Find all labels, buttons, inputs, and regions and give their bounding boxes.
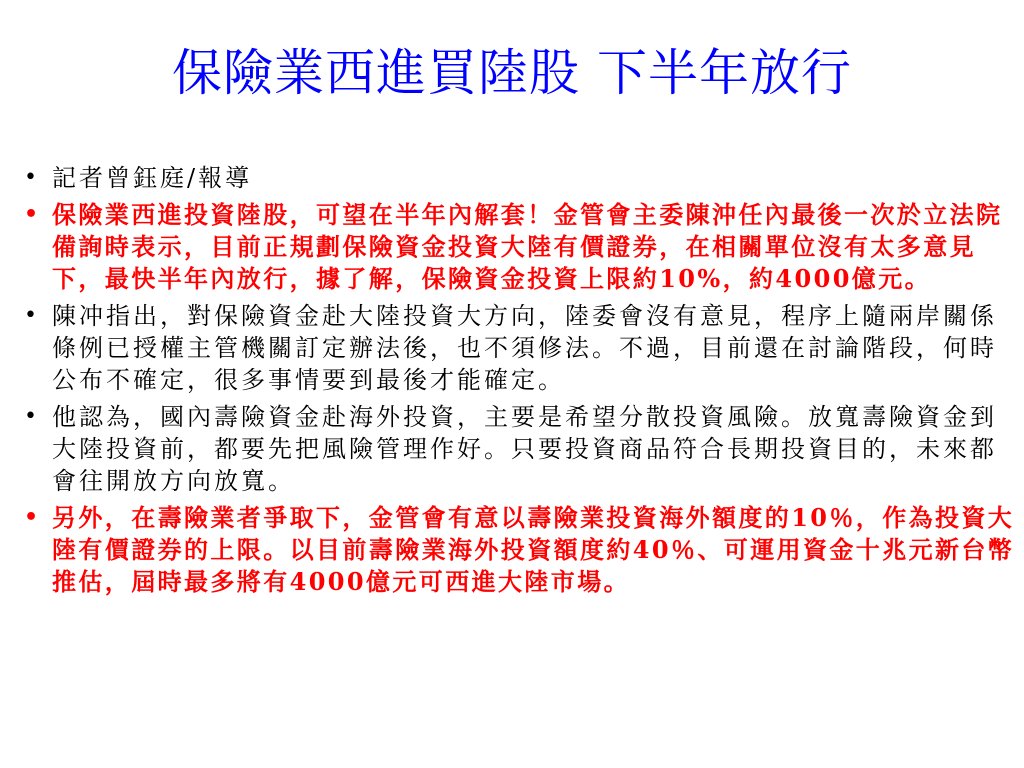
bullet-text: 記者曾鈺庭/報導: [52, 164, 253, 192]
bullet-text: 他認為，國內壽險資金赴海外投資，主要是希望分散投資風險。放寬壽險資金到大陸投資前，都要先把風險管理作好。只要投資商品符合長期投資目的，未來都會往開放方向放寬。: [52, 403, 997, 495]
bullet-text: 另外，在壽險業者爭取下，金管會有意以壽險業投資海外額度的10％，作為投資大陸有價證券的上限。以目前壽險業海外投資額度約40％、可運用資金十兆元新台幣推估，屆時最多將有4000億元可西進大陸市場。: [52, 503, 1015, 596]
bullet-dot-icon: •: [24, 303, 40, 328]
slide-title: 保險業西進買陸股 下半年放行: [172, 44, 852, 102]
bullet-item-headline-summary: [20, 199, 1020, 295]
bullet-text: 陳冲指出，對保險資金赴大陸投資大方向，陸委會沒有意見，程序上隨兩岸關係條例已授權主管機關訂定辦法後，也不須修法。不過，目前還在討論階段，何時公布不確定，很多事情要到最後才能確定。: [52, 302, 997, 394]
bullet-item-chen-statement: [20, 300, 1020, 396]
bullet-dot-icon: •: [24, 505, 41, 530]
bullet-list: [20, 162, 1020, 603]
bullet-dot-icon: •: [24, 165, 40, 190]
bullet-dot-icon: •: [24, 404, 40, 429]
bullet-item-reporter: [20, 162, 1020, 194]
bullet-text: 保險業西進投資陸股，可望在半年內解套！金管會主委陳沖任內最後一次於立法院備詢時表示，目前正規劃保險資金投資大陸有價證券，在相關單位沒有太多意見下，最快半年內放行，據了解，保險資金投資上限約10%，約4000億元。: [52, 200, 1003, 293]
bullet-item-investment-cap: [20, 502, 1020, 598]
bullet-item-risk-diversification: [20, 401, 1020, 497]
bullet-dot-icon: •: [24, 202, 41, 227]
